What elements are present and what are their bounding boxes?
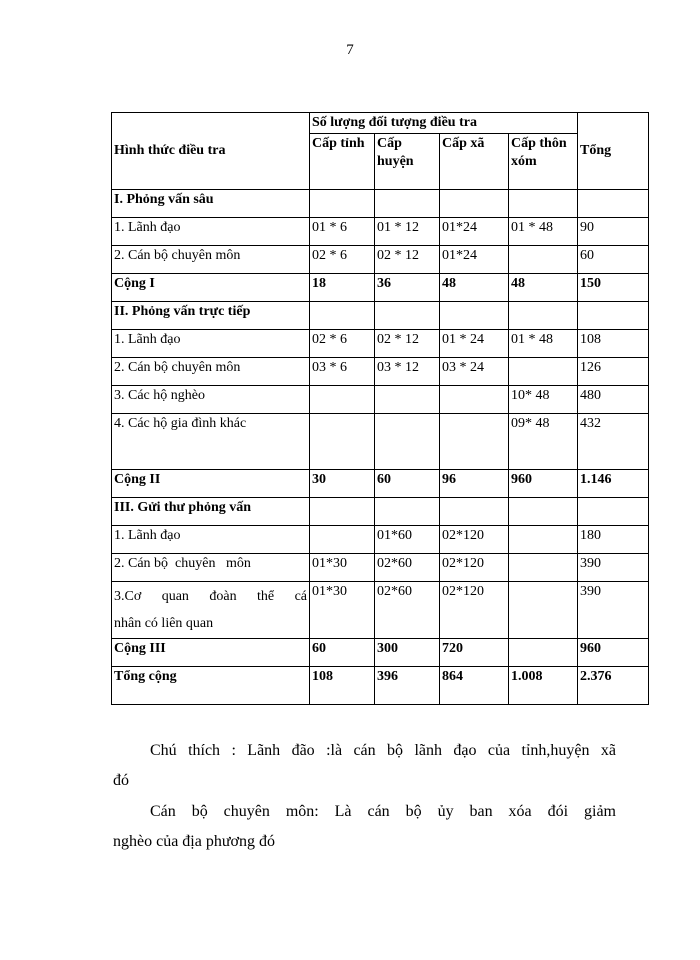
cell: 01 * 6: [310, 218, 375, 246]
cell: [375, 386, 440, 414]
cell: 02*60: [375, 554, 440, 582]
grand-total-cell: 864: [440, 667, 509, 705]
cell: 01*30: [310, 582, 375, 639]
cell: 02 * 12: [375, 246, 440, 274]
cell: 02 * 6: [310, 330, 375, 358]
cell: 432: [578, 414, 649, 470]
subtotal-cell: 60: [310, 639, 375, 667]
subtotal-cell: 48: [509, 274, 578, 302]
row-label: 2. Cán bộ chuyên môn: [112, 358, 310, 386]
note-leader-continuation: đó: [113, 772, 129, 789]
cell: 10* 48: [509, 386, 578, 414]
subtotal-row: [112, 470, 649, 498]
page-number: 7: [346, 42, 354, 58]
note-specialist-text: Cán bộ chuyên môn: Là cán bộ ủy ban xóa đói giảm: [150, 803, 616, 820]
grand-total-label: Tổng cộng: [112, 667, 310, 705]
table-row: [112, 414, 649, 470]
table-row: [112, 246, 649, 274]
note-leader: [113, 736, 616, 796]
subtotal-cell: 720: [440, 639, 509, 667]
cell: 01 * 12: [375, 218, 440, 246]
subtotal-cell: 960: [509, 470, 578, 498]
cell: [509, 526, 578, 554]
row-label-line: 3.Cơ quan đoàn thể cá: [114, 589, 307, 604]
cell: [509, 582, 578, 639]
section-row: [112, 190, 649, 218]
cell: 01 * 24: [440, 330, 509, 358]
cell: 02*120: [440, 526, 509, 554]
cell: 390: [578, 582, 649, 639]
cell: [310, 526, 375, 554]
cell: 60: [578, 246, 649, 274]
table-row: [112, 358, 649, 386]
header-level: Cấp huyện: [375, 134, 440, 190]
cell: 01*30: [310, 554, 375, 582]
table-row: [112, 386, 649, 414]
cell: 02 * 12: [375, 330, 440, 358]
cell: [440, 386, 509, 414]
cell: 390: [578, 554, 649, 582]
grand-total-cell: 2.376: [578, 667, 649, 705]
subtotal-cell: 96: [440, 470, 509, 498]
row-label: 4. Các hộ gia đình khác: [112, 414, 310, 470]
header-level: Cấp tỉnh: [310, 134, 375, 190]
subtotal-cell: 30: [310, 470, 375, 498]
cell: 90: [578, 218, 649, 246]
row-label: 1. Lãnh đạo: [112, 330, 310, 358]
subtotal-label: Cộng III: [112, 639, 310, 667]
cell: [509, 358, 578, 386]
grand-total-cell: 396: [375, 667, 440, 705]
cell: 03 * 12: [375, 358, 440, 386]
table-row: [112, 526, 649, 554]
row-label: 2. Cán bộ chuyên môn: [112, 554, 310, 582]
cell: 01*24: [440, 218, 509, 246]
note-specialist-continuation: nghèo của địa phương đó: [113, 833, 275, 850]
table-row: [112, 330, 649, 358]
cell: 480: [578, 386, 649, 414]
subtotal-cell: 48: [440, 274, 509, 302]
cell: 02*60: [375, 582, 440, 639]
subtotal-cell: 36: [375, 274, 440, 302]
cell: [375, 414, 440, 470]
subtotal-cell: 1.146: [578, 470, 649, 498]
section-title: I. Phỏng vấn sâu: [112, 190, 310, 218]
note-leader-text: Chú thích : Lãnh đão :là cán bộ lãnh đạo của tỉnh,huyện xã: [150, 742, 616, 759]
cell: 01*24: [440, 246, 509, 274]
cell: 01 * 48: [509, 218, 578, 246]
row-label: 1. Lãnh đạo: [112, 526, 310, 554]
subtotal-cell: 300: [375, 639, 440, 667]
cell: [310, 386, 375, 414]
cell: [310, 414, 375, 470]
table-row: [112, 582, 649, 639]
table-row: [112, 554, 649, 582]
cell: 01 * 48: [509, 330, 578, 358]
header-level: Cấp thôn xóm: [509, 134, 578, 190]
header-group: Số lượng đối tượng điều tra: [310, 113, 578, 134]
note-specialist: [113, 797, 616, 857]
cell: 126: [578, 358, 649, 386]
row-label: 2. Cán bộ chuyên môn: [112, 246, 310, 274]
grand-total-row: [112, 667, 649, 705]
section-row: [112, 302, 649, 330]
cell: 01*60: [375, 526, 440, 554]
cell: 108: [578, 330, 649, 358]
cell: 09* 48: [509, 414, 578, 470]
subtotal-row: [112, 639, 649, 667]
cell: 02*120: [440, 582, 509, 639]
survey-table: [111, 112, 649, 705]
cell: 02 * 6: [310, 246, 375, 274]
cell: [440, 414, 509, 470]
table-row: [112, 218, 649, 246]
cell: 02*120: [440, 554, 509, 582]
subtotal-row: [112, 274, 649, 302]
subtotal-cell: 18: [310, 274, 375, 302]
cell: 180: [578, 526, 649, 554]
subtotal-cell: 960: [578, 639, 649, 667]
section-title: III. Gửi thư phỏng vấn: [112, 498, 310, 526]
row-label-line: nhân có liên quan: [114, 616, 214, 631]
section-title: II. Phỏng vấn trực tiếp: [112, 302, 310, 330]
subtotal-cell: [509, 639, 578, 667]
cell: [509, 246, 578, 274]
header-level: Cấp xã: [440, 134, 509, 190]
row-label: 3. Các hộ nghèo: [112, 386, 310, 414]
subtotal-label: Cộng I: [112, 274, 310, 302]
table-header-row: [112, 113, 649, 134]
cell: 03 * 6: [310, 358, 375, 386]
cell: 03 * 24: [440, 358, 509, 386]
cell: [509, 554, 578, 582]
subtotal-cell: 60: [375, 470, 440, 498]
grand-total-cell: 1.008: [509, 667, 578, 705]
section-row: [112, 498, 649, 526]
subtotal-cell: 150: [578, 274, 649, 302]
header-form: Hình thức điều tra: [112, 113, 310, 190]
grand-total-cell: 108: [310, 667, 375, 705]
row-label: [112, 582, 310, 639]
header-total: Tổng: [578, 113, 649, 190]
subtotal-label: Cộng II: [112, 470, 310, 498]
row-label: 1. Lãnh đạo: [112, 218, 310, 246]
